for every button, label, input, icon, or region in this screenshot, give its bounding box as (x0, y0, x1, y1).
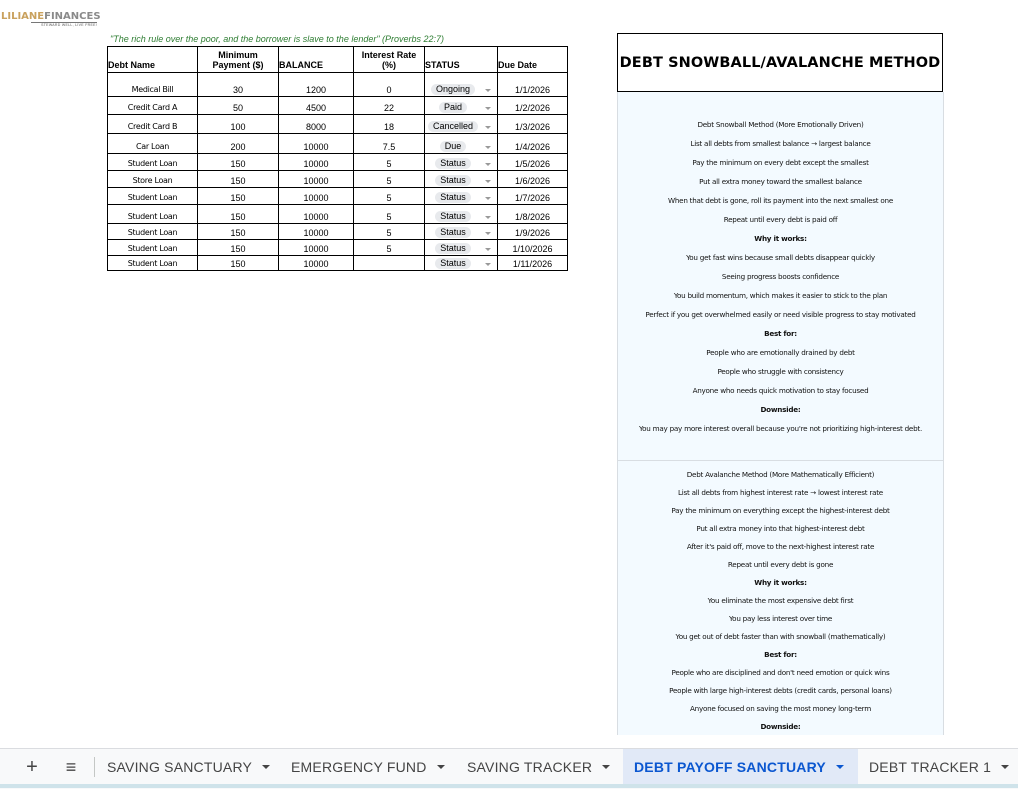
header-interest-line1: Interest Rate (361, 50, 417, 60)
sheet-tab-debt-tracker-1[interactable] (858, 749, 1018, 785)
cell-balance[interactable]: 10000 (279, 205, 354, 224)
table-row (108, 224, 568, 240)
cell-min-payment[interactable]: 150 (198, 188, 279, 205)
cell-debt-name[interactable]: Credit Card B (108, 115, 198, 134)
table-row (108, 134, 568, 154)
logo-brand-part2: FINANCES (44, 11, 101, 22)
panel-text-line: You pay less interest over time (728, 614, 833, 623)
panel-text-line: Seeing progress boosts confidence (721, 272, 840, 281)
tab-separator (94, 757, 95, 777)
status-chip: Status (435, 175, 471, 186)
table-row (108, 73, 568, 97)
panel-text-line: You may pay more interest overall because you're not prioritizing high-interest debt. (638, 424, 923, 433)
cell-balance[interactable]: 10000 (279, 224, 354, 240)
sheet-tab-emergency-fund[interactable] (280, 749, 447, 785)
cell-min-payment[interactable]: 150 (198, 256, 279, 271)
table-row (108, 171, 568, 188)
logo-brand (1, 11, 101, 22)
panel-subheading: Why it works: (754, 578, 807, 587)
panel-text-line: Perfect if you get overwhelmed easily or need visible progress to stay motivated (645, 310, 916, 319)
cell-interest-rate[interactable]: 22 (354, 97, 425, 115)
sheet-tab-label: EMERGENCY FUND (291, 759, 427, 775)
cell-balance[interactable]: 10000 (279, 188, 354, 205)
header-status: STATUS (425, 47, 498, 73)
panel-text-line: Put all extra money toward the smallest balance (699, 177, 862, 186)
dropdown-arrow-icon[interactable] (485, 163, 491, 166)
cell-balance[interactable]: 8000 (279, 115, 354, 134)
header-due-date: Due Date (498, 47, 568, 73)
dropdown-arrow-icon[interactable] (485, 232, 491, 235)
header-min-payment-line2: Payment ($) (212, 60, 264, 70)
cell-due-date[interactable]: 1/4/2026 (498, 134, 568, 154)
cell-min-payment[interactable]: 150 (198, 240, 279, 256)
cell-debt-name[interactable]: Student Loan (108, 224, 198, 240)
status-chip: Cancelled (428, 121, 478, 132)
panel-text-line: You build momentum, which makes it easier to stick to the plan (673, 291, 888, 300)
cell-min-payment[interactable]: 150 (198, 224, 279, 240)
cell-status-dropdown[interactable] (425, 188, 498, 205)
header-interest-line2: (%) (382, 60, 396, 70)
table-row (108, 115, 568, 134)
panel-text-line: You eliminate the most expensive debt first (707, 596, 854, 605)
dropdown-arrow-icon[interactable] (485, 146, 491, 149)
panel-text-line: People who are disciplined and don't need emotion or quick wins (671, 668, 890, 677)
logo-tagline: STEWARD WELL, LIVE FREE! (31, 22, 97, 28)
sheet-tab-saving-tracker[interactable] (456, 749, 618, 785)
cell-min-payment[interactable]: 100 (198, 115, 279, 134)
avalanche-method-panel (617, 461, 944, 735)
cell-status-dropdown[interactable] (425, 134, 498, 154)
dropdown-arrow-icon[interactable] (485, 126, 491, 129)
cell-min-payment[interactable]: 150 (198, 171, 279, 188)
panel-subheading: Downside: (760, 722, 801, 731)
panel-subheading: Downside: (760, 405, 801, 414)
chevron-down-icon[interactable] (602, 765, 610, 769)
sheet-tab-label: DEBT TRACKER 1 (869, 759, 992, 775)
cell-status-dropdown[interactable] (425, 154, 498, 171)
status-chip: Status (435, 243, 471, 254)
cell-interest-rate[interactable]: 5 (354, 171, 425, 188)
panel-text-line: Debt Snowball Method (More Emotionally Driven) (697, 120, 864, 129)
table-row (108, 240, 568, 256)
sheet-tab-debt-payoff-sanctuary[interactable] (623, 749, 858, 785)
panel-text-line: People who struggle with consistency (717, 367, 844, 376)
table-row (108, 188, 568, 205)
dropdown-arrow-icon[interactable] (485, 248, 491, 251)
panel-text-line: List all debts from highest interest rate → lowest interest rate (678, 488, 883, 497)
logo (1, 11, 101, 28)
dropdown-arrow-icon[interactable] (485, 263, 491, 266)
cell-due-date[interactable]: 1/1/2026 (498, 73, 568, 97)
panel-text-line: People who are emotionally drained by debt (706, 348, 855, 357)
cell-interest-rate[interactable]: 5 (354, 205, 425, 224)
status-chip: Due (440, 141, 467, 152)
panel-text-line: Anyone who needs quick motivation to stay focused (692, 386, 869, 395)
chevron-down-icon[interactable] (262, 765, 270, 769)
cell-status-dropdown[interactable] (425, 224, 498, 240)
debt-table (107, 46, 568, 271)
cell-balance[interactable]: 10000 (279, 134, 354, 154)
panel-text-line: Pay the minimum on every debt except the smallest (692, 158, 869, 167)
dropdown-arrow-icon[interactable] (485, 180, 491, 183)
panel-text-line: Put all extra money into that highest-interest debt (696, 524, 865, 533)
panel-text-line: Pay the minimum on everything except the highest-interest debt (671, 506, 890, 515)
chevron-down-icon[interactable] (437, 765, 445, 769)
cell-min-payment[interactable]: 150 (198, 154, 279, 171)
cell-due-date[interactable]: 1/7/2026 (498, 188, 568, 205)
panel-text-line: Anyone focused on saving the most money long-term (689, 704, 872, 713)
panel-text-line: Debt Avalanche Method (More Mathematically Efficient) (686, 470, 875, 479)
cell-status-dropdown[interactable] (425, 97, 498, 115)
table-row (108, 97, 568, 115)
panel-text-line: You get out of debt faster than with snowball (mathematically) (675, 632, 886, 641)
cell-balance[interactable]: 10000 (279, 256, 354, 271)
add-sheet-button[interactable] (20, 749, 44, 785)
cell-status-dropdown[interactable] (425, 115, 498, 134)
chevron-down-icon[interactable] (836, 765, 844, 769)
cell-interest-rate[interactable]: 18 (354, 115, 425, 134)
table-row (108, 205, 568, 224)
cell-status-dropdown[interactable] (425, 171, 498, 188)
cell-due-date[interactable]: 1/3/2026 (498, 115, 568, 134)
header-min-payment-line1: Minimum (218, 50, 258, 60)
cell-debt-name[interactable]: Student Loan (108, 154, 198, 171)
panel-text-line: You get fast wins because small debts disappear quickly (686, 253, 875, 262)
cell-debt-name[interactable]: Medical Bill (108, 73, 198, 97)
cell-debt-name[interactable]: Student Loan (108, 188, 198, 205)
cell-interest-rate[interactable] (354, 256, 425, 271)
cell-interest-rate[interactable]: 7.5 (354, 134, 425, 154)
cell-interest-rate[interactable]: 5 (354, 224, 425, 240)
status-chip: Paid (439, 102, 467, 113)
sheet-tab-saving-sanctuary[interactable] (96, 749, 276, 785)
cell-min-payment[interactable]: 50 (198, 97, 279, 115)
header-balance: BALANCE (279, 47, 354, 73)
header-min-payment (198, 47, 279, 73)
chevron-down-icon[interactable] (1001, 765, 1009, 769)
cell-due-date[interactable]: 1/10/2026 (498, 240, 568, 256)
cell-status-dropdown[interactable] (425, 256, 498, 271)
cell-debt-name[interactable]: Car Loan (108, 134, 198, 154)
table-row (108, 256, 568, 271)
dropdown-arrow-icon[interactable] (485, 107, 491, 110)
sheet-tab-label: SAVING TRACKER (467, 759, 593, 775)
cell-status-dropdown[interactable] (425, 240, 498, 256)
tab-bar-bottom-edge (0, 784, 1018, 788)
status-chip: Status (435, 158, 471, 169)
status-chip: Status (435, 211, 471, 222)
panel-subheading: Best for: (764, 650, 797, 659)
cell-min-payment[interactable]: 30 (198, 73, 279, 97)
dropdown-arrow-icon[interactable] (485, 216, 491, 219)
panel-text-line: Repeat until every debt is paid off (723, 215, 838, 224)
cell-debt-name[interactable]: Student Loan (108, 240, 198, 256)
cell-status-dropdown[interactable] (425, 205, 498, 224)
plus-icon: + (26, 755, 38, 778)
cell-interest-rate[interactable]: 5 (354, 188, 425, 205)
panel-text-line: After it's paid off, move to the next-highest interest rate (686, 542, 875, 551)
grid-bottom-area (0, 735, 1018, 748)
cell-debt-name[interactable]: Credit Card A (108, 97, 198, 115)
cell-status-dropdown[interactable] (425, 73, 498, 97)
menu-icon: ≡ (65, 756, 77, 777)
cell-balance[interactable]: 4500 (279, 97, 354, 115)
cell-min-payment[interactable]: 150 (198, 205, 279, 224)
header-debt-name: Debt Name (108, 47, 198, 73)
dropdown-arrow-icon[interactable] (485, 89, 491, 92)
sheet-tab-label: SAVING SANCTUARY (107, 759, 253, 775)
sheet-tab-label: DEBT PAYOFF SANCTUARY (634, 759, 826, 775)
cell-balance[interactable]: 10000 (279, 154, 354, 171)
status-chip: Status (435, 192, 471, 203)
snowball-method-panel (617, 92, 944, 461)
all-sheets-button[interactable] (58, 749, 84, 785)
status-chip: Ongoing (431, 84, 475, 95)
header-interest-rate (354, 47, 425, 73)
cell-due-date[interactable]: 1/11/2026 (498, 256, 568, 271)
cell-min-payment[interactable]: 200 (198, 134, 279, 154)
cell-due-date[interactable]: 1/9/2026 (498, 224, 568, 240)
panel-text-line: Repeat until every debt is gone (727, 560, 834, 569)
cell-interest-rate[interactable]: 0 (354, 73, 425, 97)
status-chip: Status (435, 258, 471, 269)
table-row (108, 154, 568, 171)
sheet-tab-bar (0, 748, 1018, 789)
panel-text-line: When that debt is gone, roll its payment into the next smallest one (668, 196, 893, 205)
cell-balance[interactable]: 10000 (279, 171, 354, 188)
panel-text-line: List all debts from smallest balance → largest balance (690, 139, 871, 148)
panel-subheading: Why it works: (754, 234, 807, 243)
cell-due-date[interactable]: 1/2/2026 (498, 97, 568, 115)
cell-debt-name[interactable]: Student Loan (108, 205, 198, 224)
cell-due-date[interactable]: 1/8/2026 (498, 205, 568, 224)
cell-due-date[interactable]: 1/5/2026 (498, 154, 568, 171)
cell-debt-name[interactable]: Student Loan (108, 256, 198, 271)
cell-balance[interactable]: 1200 (279, 73, 354, 97)
cell-interest-rate[interactable]: 5 (354, 240, 425, 256)
logo-brand-part1: LILIANE (1, 11, 45, 22)
cell-balance[interactable]: 10000 (279, 240, 354, 256)
dropdown-arrow-icon[interactable] (485, 197, 491, 200)
panel-subheading: Best for: (764, 329, 797, 338)
bible-quote: "The rich rule over the poor, and the borrower is slave to the lender" (Proverbs 22:7) (110, 34, 445, 44)
cell-debt-name[interactable]: Store Loan (108, 171, 198, 188)
table-header-row (108, 47, 568, 73)
cell-interest-rate[interactable]: 5 (354, 154, 425, 171)
method-panel-title: DEBT SNOWBALL/AVALANCHE METHOD (617, 33, 943, 92)
status-chip: Status (435, 227, 471, 238)
cell-due-date[interactable]: 1/6/2026 (498, 171, 568, 188)
panel-text-line: People with large high-interest debts (credit cards, personal loans) (669, 686, 892, 695)
